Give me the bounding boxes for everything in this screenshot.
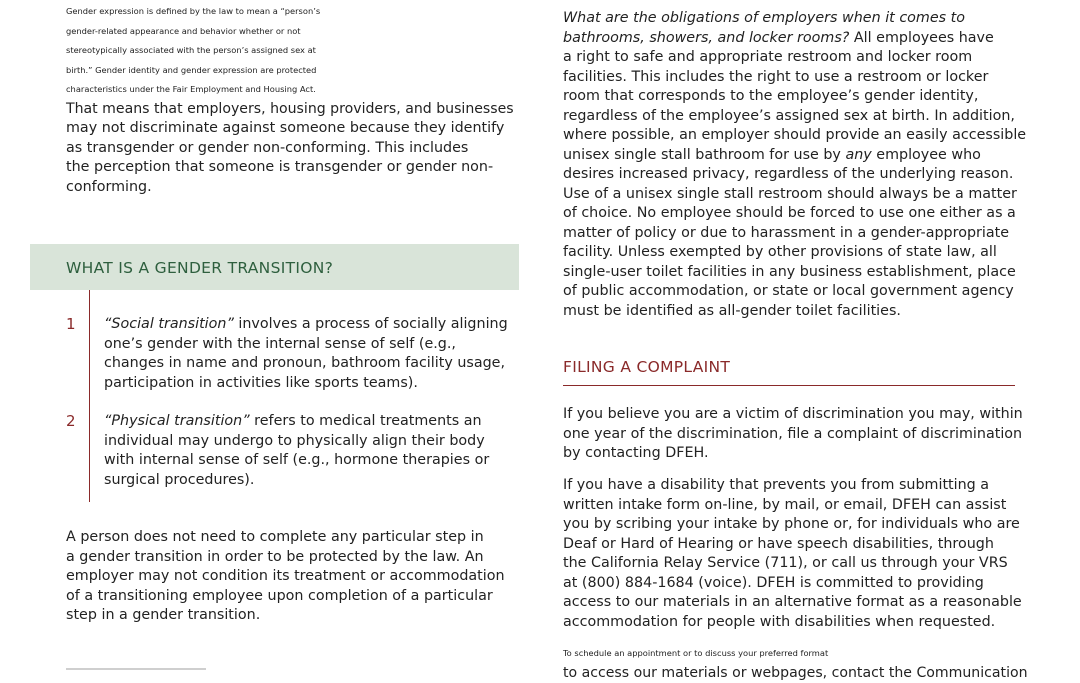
- text-line: access to our materials in an alternative format as a reasonable: [563, 593, 1022, 613]
- text-line: To schedule an appointment or to discuss your preferred format: [563, 644, 1028, 664]
- text-line: where possible, an employer should provide an easily accessible: [563, 126, 1026, 146]
- text-line: Deaf or Hard of Hearing or have speech disabilities, through: [563, 535, 1022, 555]
- text-line: Gender expression is defined by the law to mean a “person’s: [66, 2, 514, 22]
- text-line: of public accommodation, or state or local government agency: [563, 282, 1026, 302]
- complaint-paragraph-1: [563, 405, 1023, 464]
- text-line: gender-related appearance and behavior whether or not: [66, 22, 514, 42]
- closing-paragraph: [66, 528, 505, 626]
- question-italic: What are the obligations of employers when it comes to: [563, 10, 965, 26]
- text-line: [104, 315, 508, 335]
- text-line: [563, 146, 1026, 166]
- text-line: by contacting DFEH.: [563, 444, 1023, 464]
- restroom-paragraph: [563, 9, 1026, 321]
- text-line: [104, 412, 489, 432]
- text-line: matter of policy or due to harassment in a gender-appropriate: [563, 224, 1026, 244]
- vertical-accent-rule: [89, 290, 90, 502]
- list-item-physical-transition: [104, 412, 489, 490]
- text-line: one year of the discrimination, file a complaint of discrimination: [563, 425, 1023, 445]
- text-line: [563, 9, 1026, 29]
- intro-paragraph: [66, 2, 514, 197]
- text-line: surgical procedures).: [104, 471, 489, 491]
- text-line: characteristics under the Fair Employment and Housing Act.: [66, 80, 514, 100]
- term-italic: “Physical transition”: [104, 413, 250, 429]
- text-line: the California Relay Service (711), or call us through your VRS: [563, 554, 1022, 574]
- text-line: regardless of the employee’s assigned sex at birth. In addition,: [563, 107, 1026, 127]
- text-line: must be identified as all-gender toilet facilities.: [563, 302, 1026, 322]
- text-fragment: employee who: [872, 147, 981, 163]
- text-line: may not discriminate against someone because they identify: [66, 119, 514, 139]
- text-line: the perception that someone is transgender or gender non-: [66, 158, 514, 178]
- text-line: conforming.: [66, 178, 514, 198]
- text-fragment: involves a process of socially aligning: [234, 316, 508, 332]
- cut-off-heading: [66, 668, 206, 670]
- text-line: of choice. No employee should be forced to use one either as a: [563, 204, 1026, 224]
- text-line: a right to safe and appropriate restroom and locker room: [563, 48, 1026, 68]
- text-line: facility. Unless exempted by other provisions of state law, all: [563, 243, 1026, 263]
- text-line: single-user toilet facilities in any business establishment, place: [563, 263, 1026, 283]
- list-number: 2: [66, 412, 76, 430]
- text-line: with internal sense of self (e.g., hormone therapies or: [104, 451, 489, 471]
- text-line: you by scribing your intake by phone or, for individuals who are: [563, 515, 1022, 535]
- text-line: Use of a unisex single stall restroom should always be a matter: [563, 185, 1026, 205]
- text-line: individual may undergo to physically align their body: [104, 432, 489, 452]
- text-line: to access our materials or webpages, contact the Communication: [563, 664, 1028, 683]
- text-line: step in a gender transition.: [66, 606, 505, 626]
- text-line: If you believe you are a victim of discrimination you may, within: [563, 405, 1023, 425]
- text-line: written intake form on-line, by mail, or email, DFEH can assist: [563, 496, 1022, 516]
- text-line: changes in name and pronoun, bathroom facility usage,: [104, 354, 508, 374]
- text-line: stereotypically associated with the person’s assigned sex at: [66, 41, 514, 61]
- text-line: of a transitioning employee upon completion of a particular: [66, 587, 505, 607]
- complaint-heading: FILING A COMPLAINT: [563, 358, 730, 376]
- text-line: A person does not need to complete any particular step in: [66, 528, 505, 548]
- text-line: room that corresponds to the employee’s gender identity,: [563, 87, 1026, 107]
- text-line: one’s gender with the internal sense of self (e.g.,: [104, 335, 508, 355]
- text-line: That means that employers, housing providers, and businesses: [66, 100, 514, 120]
- text-line: birth.” Gender identity and gender expression are protected: [66, 61, 514, 81]
- text-line: employer may not condition its treatment or accommodation: [66, 567, 505, 587]
- text-line: accommodation for people with disabilities when requested.: [563, 613, 1022, 633]
- question-italic: bathrooms, showers, and locker rooms?: [563, 30, 849, 46]
- text-line: [563, 29, 1026, 49]
- section-band: [30, 244, 519, 290]
- text-line: desires increased privacy, regardless of the underlying reason.: [563, 165, 1026, 185]
- list-item-social-transition: [104, 315, 508, 393]
- text-fragment: unisex single stall bathroom for use by: [563, 147, 845, 163]
- text-line: participation in activities like sports teams).: [104, 374, 508, 394]
- text-fragment: All employees have: [849, 30, 993, 46]
- text-line: at (800) 884-1684 (voice). DFEH is committed to providing: [563, 574, 1022, 594]
- text-fragment: refers to medical treatments an: [250, 413, 482, 429]
- section-title: WHAT IS A GENDER TRANSITION?: [66, 259, 333, 277]
- text-line: If you have a disability that prevents you from submitting a: [563, 476, 1022, 496]
- list-number: 1: [66, 315, 76, 333]
- heading-rule: [563, 385, 1015, 386]
- term-italic: “Social transition”: [104, 316, 234, 332]
- text-line: facilities. This includes the right to use a restroom or locker: [563, 68, 1026, 88]
- complaint-paragraph-3: [563, 644, 1028, 683]
- text-line: a gender transition in order to be protected by the law. An: [66, 548, 505, 568]
- complaint-paragraph-2: [563, 476, 1022, 632]
- text-line: as transgender or gender non-conforming. This includes: [66, 139, 514, 159]
- emphasis-italic: any: [845, 147, 871, 163]
